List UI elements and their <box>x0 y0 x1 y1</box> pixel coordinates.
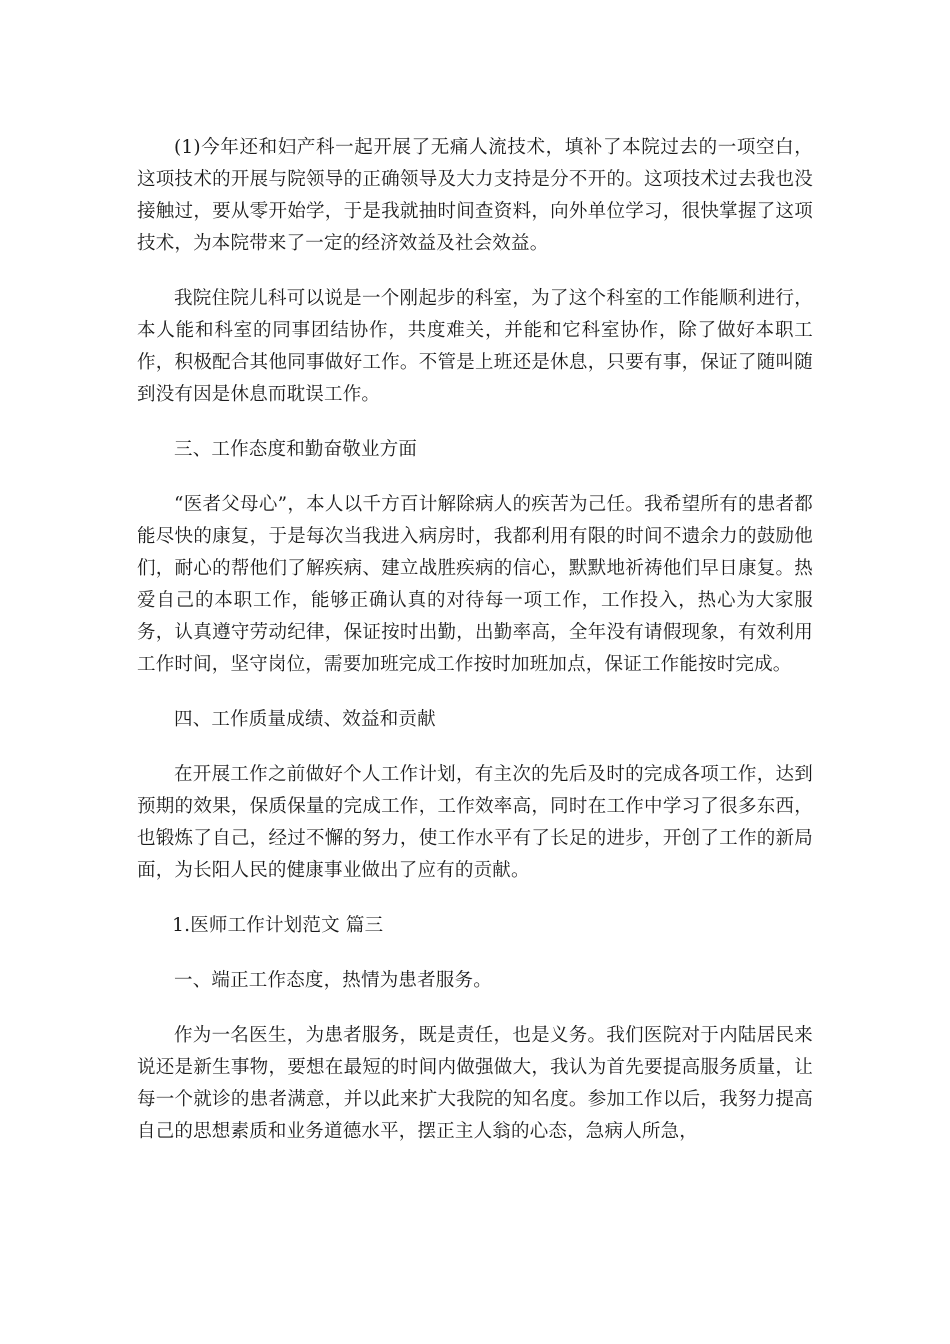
section-heading-work-quality: 四、工作质量成绩、效益和贡献 <box>174 709 436 730</box>
paragraph-service-attitude: 作为一名医生，为患者服务，既是责任，也是义务。我们医院对于内陆居民来说还是新生事物，要想在最短的时间内做强做大，我认为首先要提高服务质量，让每一个就诊的患者满意，并以此来扩大我院的知名度。参加工作以后，我努力提高自己的思想素质和业务道德水平，摆正主人翁的心态，急病人所急， <box>137 1025 813 1142</box>
section-heading-service-attitude: 一、端正工作态度，热情为患者服务。 <box>174 970 492 991</box>
document-body <box>137 132 813 1171</box>
paragraph-work-attitude: “医者父母心”，本人以千方百计解除病人的疾苦为己任。我希望所有的患者都能尽快的康复，于是每次当我进入病房时，我都利用有限的时间不遗余力的鼓励他们，耐心的帮他们了解疾病、建立战胜疾病的信心，默默地祈祷他们早日康复。热爱自己的本职工作，能够正确认真的对待每一项工作，工作投入，热心为大家服务，认真遵守劳动纪律，保证按时出勤，出勤率高，全年没有请假现象，有效利用工作时间，坚守岗位，需要加班完成工作按时加班加点，保证工作能按时完成。 <box>137 494 813 675</box>
section-heading-work-attitude: 三、工作态度和勤奋敬业方面 <box>174 439 418 460</box>
paragraph-painless-abortion-technique: (1)今年还和妇产科一起开展了无痛人流技术，填补了本院过去的一项空白，这项技术的开展与院领导的正确领导及大力支持是分不开的。这项技术过去我也没接触过，要从零开始学，于是我就抽时间查资料，向外单位学习，很快掌握了这项技术，为本院带来了一定的经济效益及社会效益。 <box>137 137 813 254</box>
paragraph-pediatrics-department: 我院住院儿科可以说是一个刚起步的科室，为了这个科室的工作能顺利进行，本人能和科室的同事团结协作，共度难关，并能和它科室协作，除了做好本职工作，积极配合其他同事做好工作。不管是上班还是休息，只要有事，保证了随叫随到没有因是休息而耽误工作。 <box>137 288 813 405</box>
paragraph-work-quality: 在开展工作之前做好个人工作计划，有主次的先后及时的完成各项工作，达到预期的效果，保质保量的完成工作，工作效率高，同时在工作中学习了很多东西，也锻炼了自己，经过不懈的努力，使工作水平有了长足的进步，开创了工作的新局面，为长阳人民的健康事业做出了应有的贡献。 <box>137 764 813 881</box>
article-title-part-three: 1.医师工作计划范文 篇三 <box>172 915 384 936</box>
